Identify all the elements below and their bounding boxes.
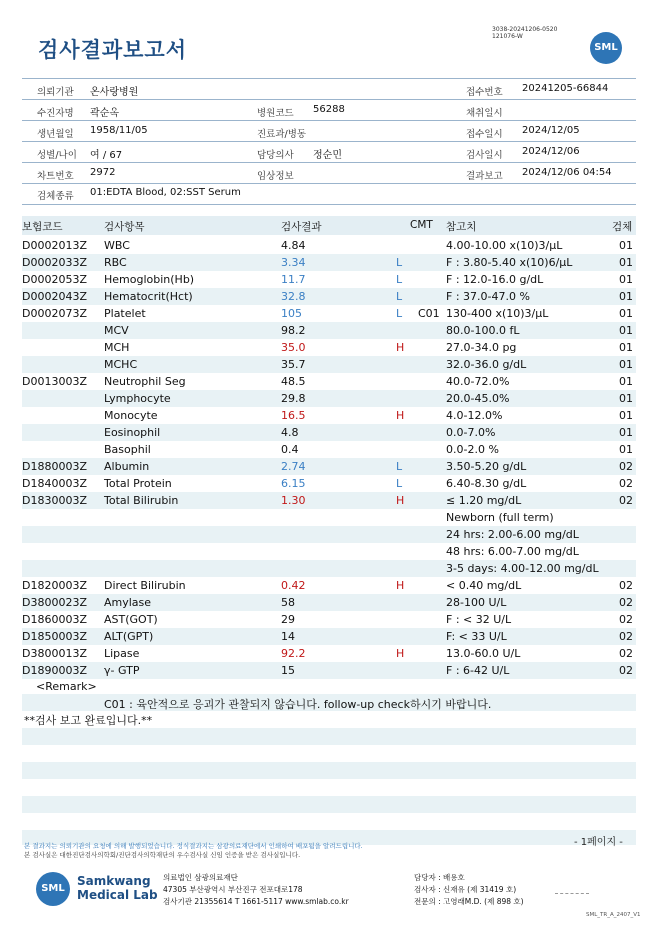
reference-range: 13.0-60.0 U/L: [446, 647, 521, 660]
specimen-code: 01: [619, 307, 633, 320]
signature-mark: [555, 883, 589, 894]
test-code: D1890003Z: [22, 664, 87, 677]
footer-note-2: 본 검사실은 대한진단검사의학회/진단검사의학재단의 우수검사실 신임 인증을 받은 검사실입니다.: [24, 851, 301, 859]
test-result: 6.15: [281, 477, 306, 490]
specimen-code: 01: [619, 290, 633, 303]
specimen-code: 01: [619, 358, 633, 371]
test-result: 98.2: [281, 324, 306, 337]
test-code: D1880003Z: [22, 460, 87, 473]
specimen-code: 02: [619, 579, 633, 592]
result-flag: H: [396, 647, 405, 660]
reference-range: 24 hrs: 2.00-6.00 mg/dL: [446, 528, 579, 541]
result-flag: H: [396, 579, 405, 592]
table-row: [22, 390, 636, 407]
table-row: [22, 373, 636, 390]
test-result: 0.4: [281, 443, 299, 456]
specimen-code: 01: [619, 324, 633, 337]
reference-range: 4.00-10.00 x(10)3/μL: [446, 239, 563, 252]
tested-label: 검사일시: [466, 150, 503, 161]
test-result: 4.8: [281, 426, 299, 439]
reference-range: < 0.40 mg/dL: [446, 579, 522, 592]
reference-range: F : 3.80-5.40 x(10)6/μL: [446, 256, 573, 269]
institution-label: 의뢰기관: [37, 87, 74, 98]
dept-label: 진료과/병동: [257, 129, 307, 140]
reference-range: 20.0-45.0%: [446, 392, 510, 405]
form-code: SML_TR_A_2407_V1: [586, 912, 641, 918]
blank-strip: [22, 728, 636, 745]
test-result: 4.84: [281, 239, 306, 252]
table-row: [22, 254, 636, 271]
reference-range: 32.0-36.0 g/dL: [446, 358, 527, 371]
table-row: [22, 560, 636, 577]
document-id: [492, 26, 557, 40]
table-row: [22, 407, 636, 424]
blank-strip: [22, 796, 636, 813]
col-result-header: 검사결과: [281, 221, 322, 233]
result-flag: H: [396, 494, 405, 507]
test-code: D0002053Z: [22, 273, 87, 286]
test-result: 58: [281, 596, 295, 609]
specimen-code: 02: [619, 630, 633, 643]
test-result: 15: [281, 664, 295, 677]
test-result: 0.42: [281, 579, 306, 592]
tested-value: 2024/12/06: [522, 146, 580, 157]
test-code: D3800023Z: [22, 596, 87, 609]
col-ref-header: 참고치: [446, 221, 477, 233]
reference-range: F : 6-42 U/L: [446, 664, 510, 677]
test-code: D0002073Z: [22, 307, 87, 320]
specimen-code: 01: [619, 341, 633, 354]
table-row: [22, 628, 636, 645]
footer-brand: [77, 874, 158, 902]
signature-specialist: 전문의 : 고영래M.D. (제 898 호): [414, 897, 524, 906]
test-name: Platelet: [104, 307, 146, 320]
test-code: D1830003Z: [22, 494, 87, 507]
reference-range: 4.0-12.0%: [446, 409, 503, 422]
test-code: D0002033Z: [22, 256, 87, 269]
test-result: 105: [281, 307, 302, 320]
reported-label: 결과보고: [466, 171, 503, 182]
footer-note-1: 본 결과지는 의뢰기관의 요청에 의해 발행되었습니다. 정식결과지는 삼광의료재단에서 인쇄하여 배포됨을 알려드립니다.: [24, 842, 363, 850]
footer-address: 47305 부산광역시 부산진구 전포대로178: [163, 885, 303, 894]
result-flag: L: [396, 460, 403, 473]
test-result: 35.7: [281, 358, 306, 371]
test-code: D3800013Z: [22, 647, 87, 660]
table-row: [22, 356, 636, 373]
col-cmt-header: CMT: [410, 219, 433, 231]
footer-brand-line1: Samkwang: [77, 874, 151, 888]
page-title: 검사결과보고서: [38, 38, 188, 62]
specimen-code: 01: [619, 409, 633, 422]
test-name: AST(GOT): [104, 613, 158, 626]
reference-range: Newborn (full term): [446, 511, 554, 524]
table-row: [22, 594, 636, 611]
result-flag: L: [396, 290, 403, 303]
test-result: 2.74: [281, 460, 306, 473]
test-name: Total Protein: [104, 477, 172, 490]
test-name: WBC: [104, 239, 130, 252]
chart-label: 차트번호: [37, 171, 74, 182]
institution-value: 온사랑병원: [90, 87, 139, 98]
specimen-code: 01: [619, 256, 633, 269]
specimen-code: 01: [619, 239, 633, 252]
hospcode-value: 56288: [313, 104, 345, 115]
remark-heading: <Remark>: [36, 680, 97, 693]
footer-org: 의료법인 삼광의료재단: [163, 873, 238, 882]
blank-strip: [22, 762, 636, 779]
table-row: [22, 271, 636, 288]
test-code: D1840003Z: [22, 477, 87, 490]
test-code: D1850003Z: [22, 630, 87, 643]
received-value: 2024/12/05: [522, 125, 580, 136]
page-number: - 1페이지 -: [574, 837, 623, 848]
result-flag: L: [396, 256, 403, 269]
hospcode-label: 병원코드: [257, 108, 294, 119]
test-name: MCH: [104, 341, 130, 354]
document-id-line1: 3038-20241206-0520: [492, 26, 558, 33]
test-code: D1860003Z: [22, 613, 87, 626]
test-result: 32.8: [281, 290, 306, 303]
test-name: Basophil: [104, 443, 151, 456]
test-name: Eosinophil: [104, 426, 161, 439]
result-flag: L: [396, 477, 403, 490]
accession-value: 20241205-66844: [522, 83, 609, 94]
reference-range: 0.0-7.0%: [446, 426, 496, 439]
reference-range: ≤ 1.20 mg/dL: [446, 494, 522, 507]
name-value: 곽순옥: [90, 108, 119, 119]
doctor-label: 담당의사: [257, 150, 294, 161]
document-id-line2: 121076-W: [492, 33, 523, 40]
table-row: [22, 458, 636, 475]
test-name: Direct Bilirubin: [104, 579, 186, 592]
footer-contact: 검사기관 21355614 T 1661-5117 www.smlab.co.kr: [163, 897, 349, 906]
remark-c01: C01 : 육안적으로 응괴가 관찰되지 않습니다. follow-up check하시기 바랍니다.: [104, 698, 492, 711]
table-row: [22, 492, 636, 509]
table-row: [22, 322, 636, 339]
doctor-value: 정순민: [313, 150, 342, 161]
reference-range: 6.40-8.30 g/dL: [446, 477, 527, 490]
table-row: [22, 424, 636, 441]
test-result: 16.5: [281, 409, 306, 422]
sexage-label: 성별/나이: [37, 150, 77, 161]
test-name: RBC: [104, 256, 127, 269]
table-row: [22, 305, 636, 322]
collect-label: 채취일시: [466, 108, 503, 119]
table-row: [22, 611, 636, 628]
report-complete: **검사 보고 완료입니다.**: [24, 714, 153, 727]
specimen-label: 검체종류: [37, 191, 74, 202]
name-label: 수진자명: [37, 108, 74, 119]
table-row: [22, 288, 636, 305]
reference-range: 0.0-2.0 %: [446, 443, 499, 456]
test-result: 1.30: [281, 494, 306, 507]
specimen-code: 02: [619, 460, 633, 473]
dob-label: 생년월일: [37, 129, 74, 140]
specimen-code: 02: [619, 494, 633, 507]
table-row: [22, 339, 636, 356]
table-row: [22, 662, 636, 679]
result-flag: L: [396, 273, 403, 286]
reference-range: 48 hrs: 6.00-7.00 mg/dL: [446, 545, 579, 558]
test-name: Lymphocyte: [104, 392, 171, 405]
specimen-code: 01: [619, 443, 633, 456]
test-result: 29.8: [281, 392, 306, 405]
chart-value: 2972: [90, 167, 116, 178]
table-row: [22, 237, 636, 254]
test-name: Total Bilirubin: [104, 494, 179, 507]
test-name: γ- GTP: [104, 664, 140, 677]
specimen-value: 01:EDTA Blood, 02:SST Serum: [90, 187, 241, 198]
table-row: [22, 509, 636, 526]
specimen-code: 02: [619, 596, 633, 609]
test-name: Monocyte: [104, 409, 158, 422]
test-name: MCHC: [104, 358, 138, 371]
specimen-code: 02: [619, 613, 633, 626]
test-name: Lipase: [104, 647, 140, 660]
test-name: Albumin: [104, 460, 150, 473]
signature-tester: 검사자 : 신재유 (제 31419 호): [414, 885, 517, 894]
test-code: D0002043Z: [22, 290, 87, 303]
result-flag: L: [396, 307, 403, 320]
table-row: [22, 543, 636, 560]
table-row: [22, 475, 636, 492]
test-result: 48.5: [281, 375, 306, 388]
reference-range: 80.0-100.0 fL: [446, 324, 520, 337]
test-code: D0013003Z: [22, 375, 87, 388]
sexage-value: 여 / 67: [90, 150, 123, 161]
reference-range: F : 37.0-47.0 %: [446, 290, 530, 303]
table-row: [22, 645, 636, 662]
footer-brand-line2: Medical Lab: [77, 888, 158, 902]
reported-value: 2024/12/06 04:54: [522, 167, 612, 178]
table-row: [22, 441, 636, 458]
test-name: MCV: [104, 324, 129, 337]
sml-logo: SML: [590, 32, 622, 64]
specimen-code: 01: [619, 392, 633, 405]
reference-range: F : 12.0-16.0 g/dL: [446, 273, 544, 286]
test-result: 11.7: [281, 273, 306, 286]
test-name: Amylase: [104, 596, 152, 609]
footer-signatures: [414, 872, 524, 908]
reference-range: 3-5 days: 4.00-12.00 mg/dL: [446, 562, 599, 575]
specimen-code: 02: [619, 647, 633, 660]
received-label: 접수일시: [466, 129, 503, 140]
test-name: Hemoglobin(Hb): [104, 273, 195, 286]
table-row: [22, 526, 636, 543]
specimen-code: 01: [619, 273, 633, 286]
specimen-code: 02: [619, 664, 633, 677]
test-result: 29: [281, 613, 295, 626]
col-code-header: 보험코드: [22, 221, 63, 233]
signature-staff: 담당자 : 배용호: [414, 873, 465, 882]
footer-address-block: [163, 872, 349, 908]
result-flag: H: [396, 341, 405, 354]
test-name: ALT(GPT): [104, 630, 154, 643]
accession-label: 접수번호: [466, 87, 503, 98]
comment-code: C01: [418, 307, 440, 320]
test-name: Hematocrit(Hct): [104, 290, 193, 303]
reference-range: F: < 33 U/L: [446, 630, 507, 643]
test-result: 35.0: [281, 341, 306, 354]
test-result: 3.34: [281, 256, 306, 269]
table-row: [22, 577, 636, 594]
reference-range: 27.0-34.0 pg: [446, 341, 517, 354]
test-result: 92.2: [281, 647, 306, 660]
reference-range: 3.50-5.20 g/dL: [446, 460, 527, 473]
reference-range: 28-100 U/L: [446, 596, 507, 609]
test-code: D1820003Z: [22, 579, 87, 592]
dob-value: 1958/11/05: [90, 125, 148, 136]
col-name-header: 검사항목: [104, 221, 145, 233]
reference-range: 40.0-72.0%: [446, 375, 510, 388]
col-specimen-header: 검체: [612, 221, 633, 233]
result-flag: H: [396, 409, 405, 422]
clinical-label: 임상정보: [257, 171, 294, 182]
specimen-code: 01: [619, 426, 633, 439]
results-table-header: [22, 216, 636, 235]
footer-logo: SML: [36, 872, 70, 906]
test-code: D0002013Z: [22, 239, 87, 252]
test-name: Neutrophil Seg: [104, 375, 186, 388]
specimen-code: 02: [619, 477, 633, 490]
test-result: 14: [281, 630, 295, 643]
reference-range: 130-400 x(10)3/μL: [446, 307, 549, 320]
specimen-code: 01: [619, 375, 633, 388]
reference-range: F : < 32 U/L: [446, 613, 512, 626]
